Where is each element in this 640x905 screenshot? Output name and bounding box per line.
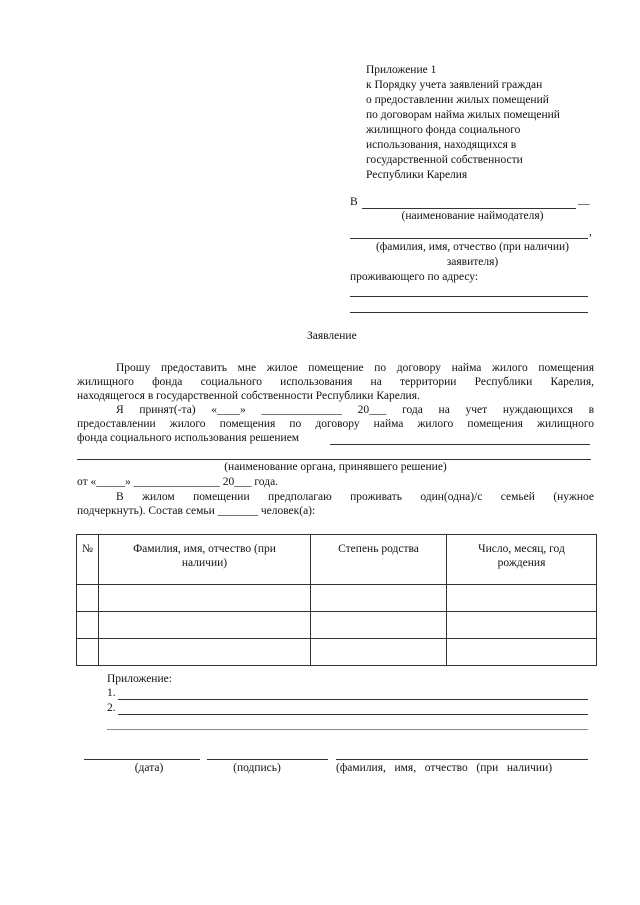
table-cell[interactable]	[447, 639, 597, 666]
table-cell[interactable]	[99, 639, 311, 666]
table-cell[interactable]	[99, 585, 311, 612]
table-row	[77, 612, 597, 639]
applicant-name-field[interactable]	[350, 238, 588, 239]
appendix-line: государственной собственности	[366, 154, 523, 166]
decision-field-2[interactable]	[77, 459, 591, 460]
body-p2-line1: Я принят(-та) «____» ______________ 20___ года на учет нуждающихся в	[116, 404, 594, 416]
date-field[interactable]	[84, 759, 200, 760]
landlord-field[interactable]	[362, 208, 576, 209]
body-p1-line2: жилищного фонда социального использования на территории Республики Карелия,	[77, 376, 594, 388]
page-title: Заявление	[307, 330, 357, 342]
signature-field[interactable]	[207, 759, 328, 760]
body-p2-line2: предоставлении жилого помещения по договору найма жилого помещения жилищного	[77, 418, 594, 430]
attachment-item-1-number: 1.	[107, 687, 116, 699]
attachment-item-2-number: 2.	[107, 702, 116, 714]
to-prefix: В	[350, 196, 358, 208]
body-p2-line3: фонда социального использования решением	[77, 432, 300, 444]
table-cell[interactable]	[447, 585, 597, 612]
attachment-extra-line[interactable]	[107, 729, 588, 730]
landlord-caption: (наименование наймодателя)	[401, 210, 544, 222]
appendix-line: по договорам найма жилых помещений	[366, 109, 560, 121]
col-header-birthdate: Число, месяц, год рождения	[447, 535, 597, 585]
appendix-line: Приложение 1	[366, 64, 437, 76]
address-label: проживающего по адресу:	[350, 271, 479, 283]
date-caption: (дата)	[134, 762, 164, 774]
attachment-item-2-field[interactable]	[118, 714, 588, 715]
applicant-caption-1: (фамилия, имя, отчество (при наличии)	[375, 241, 570, 253]
from-text: от «_____» _______________ 20___ года.	[77, 476, 279, 488]
col-header-relation: Степень родства	[311, 535, 447, 585]
table-cell[interactable]	[77, 639, 99, 666]
col-header-fullname: Фамилия, имя, отчество (при наличии)	[99, 535, 311, 585]
address-field-1[interactable]	[350, 296, 588, 297]
address-field-2[interactable]	[350, 312, 588, 313]
attachment-item-1-field[interactable]	[118, 699, 588, 700]
to-suffix: __	[578, 194, 590, 206]
body-p1-line3: находящегося в государственной собственности Республики Карелия.	[77, 390, 420, 402]
table-row	[77, 639, 597, 666]
applicant-caption-2: заявителя)	[446, 256, 499, 268]
table-cell[interactable]	[311, 639, 447, 666]
table-cell[interactable]	[447, 612, 597, 639]
body-p1-line1: Прошу предоставить мне жилое помещение по договору найма жилого помещения	[116, 362, 594, 374]
attachments-label: Приложение:	[107, 673, 172, 685]
appendix-line: Республики Карелия	[366, 169, 468, 181]
appendix-line: к Порядку учета заявлений граждан	[366, 79, 543, 91]
name-caption: (фамилия, имя, отчество (при наличии)	[336, 762, 553, 774]
table-cell[interactable]	[311, 612, 447, 639]
table-cell[interactable]	[311, 585, 447, 612]
table-cell[interactable]	[77, 585, 99, 612]
signature-caption: (подпись)	[233, 762, 281, 774]
comma: ,	[589, 226, 592, 238]
col-header-number: №	[77, 535, 99, 585]
organ-caption: (наименование органа, принявшего решение)	[224, 461, 447, 473]
appendix-line: о предоставлении жилых помещений	[366, 94, 549, 106]
family-table	[76, 534, 597, 666]
table-cell[interactable]	[99, 612, 311, 639]
body-p3-line2: подчеркнуть). Состав семьи _______ человек(а):	[77, 505, 316, 517]
table-cell[interactable]	[77, 612, 99, 639]
decision-field[interactable]	[330, 444, 590, 445]
table-row	[77, 585, 597, 612]
appendix-line: использования, находящихся в	[366, 139, 517, 151]
body-p3-line1: В жилом помещении предполагаю проживать один(одна)/с семьей (нужное	[116, 491, 594, 503]
name-field[interactable]	[336, 759, 588, 760]
appendix-line: жилищного фонда социального	[366, 124, 521, 136]
table-header-row	[77, 535, 597, 585]
